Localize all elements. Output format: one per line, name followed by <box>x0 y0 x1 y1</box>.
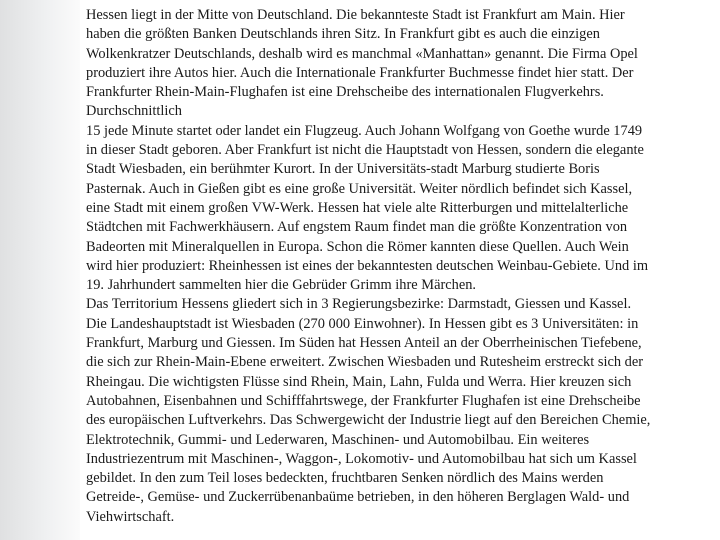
text-line: produziert ihre Autos hier. Auch die Internationale Frankfurter Buchmesse findet hier statt. Der <box>86 64 634 81</box>
text-line: Hessen liegt in der Mitte von Deutschland. Die bekannteste Stadt ist Frankfurt am Main. Hier <box>86 7 625 23</box>
text-line: Autobahnen, Eisenbahnen und Schifffahrtswege, der Frankfurter Flughafen ist eine Drehscheibe <box>86 392 641 409</box>
text-line: in dieser Stadt geboren. Aber Frankfurt ist nicht die Hauptstadt von Hessen, sondern die elegante <box>86 142 644 159</box>
text-line: Durchschnittlich <box>86 103 182 120</box>
document-text-body <box>86 6 716 527</box>
text-line: des europäischen Luftverkehrs. Das Schwergewicht der Industrie liegt auf den Bereichen Chemie, <box>86 412 651 429</box>
text-line: Frankfurt, Marburg und Giessen. Im Süden hat Hessen Anteil an der Oberrheinischen Tiefebene, <box>86 335 642 352</box>
text-line: Stadt Wiesbaden, ein berühmter Kurort. In der Universitäts-stadt Marburg studierte Boris <box>86 161 600 178</box>
text-line: wird hier produziert: Rheinhessen ist eines der bekanntesten deutschen Weinbau-Gebiete. Und im <box>86 257 649 274</box>
text-line: Städtchen mit Fachwerkhäusern. Auf engstem Raum findet man die größte Konzentration von <box>86 219 628 236</box>
text-line: Elektrotechnik, Gummi- und Lederwaren, Maschinen- und Automobilbau. Ein weiteres <box>86 431 590 448</box>
text-line: 19. Jahrhundert sammelten hier die Gebrüder Grimm ihre Märchen. <box>86 277 477 294</box>
text-line: Getreide-, Gemüse- und Zuckerrübenanbaüme betrieben, in den höheren Berglagen Wald- und <box>86 489 630 506</box>
text-line: Pasternak. Auch in Gießen gibt es eine große Universität. Weiter nördlich befindet sich Kassel, <box>86 180 633 197</box>
text-line: Die Landeshauptstadt ist Wiesbaden (270 000 Einwohner). In Hessen gibt es 3 Universitäten: in <box>86 315 639 332</box>
text-line: Frankfurter Rhein-Main-Flughafen ist eine Drehscheibe des internationalen Flugverkehrs. <box>86 84 604 101</box>
text-line: eine Stadt mit einem großen VW-Werk. Hessen hat viele alte Ritterburgen und mittelalterliche <box>86 199 629 216</box>
left-gradient-band <box>0 0 80 540</box>
text-line: 15 jede Minute startet oder landet ein Flugzeug. Auch Johann Wolfgang von Goethe wurde 1749 <box>86 122 643 139</box>
text-line: Rheingau. Die wichtigsten Flüsse sind Rhein, Main, Lahn, Fulda und Werra. Hier kreuzen sich <box>86 373 632 390</box>
text-line: Wolkenkratzer Deutschlands, deshalb wird es manchmal «Manhattan» genannt. Die Firma Opel <box>86 45 638 62</box>
text-line: gebildet. In den zum Teil loses bedeckten, fruchtbaren Senken nördlich des Mains werden <box>86 470 604 487</box>
text-line: die sich zur Rhein-Main-Ebene erweitert. Zwischen Wiesbaden und Rutesheim erstreckt sich der <box>86 354 644 371</box>
text-line: Industriezentrum mit Maschinen-, Waggon-, Lokomotiv- und Automobilbau hat sich um Kassel <box>86 450 637 467</box>
text-line: Badeorten mit Mineralquellen in Europa. Schon die Römer kannten diese Quellen. Auch Wein <box>86 238 629 255</box>
text-line: Das Territorium Hessens gliedert sich in 3 Regierungsbezirke: Darmstadt, Giessen und Kassel. <box>86 296 632 313</box>
text-line: Viehwirtschaft. <box>86 508 175 525</box>
text-line: haben die größten Banken Deutschlands ihren Sitz. In Frankfurt gibt es auch die einzigen <box>86 26 600 43</box>
